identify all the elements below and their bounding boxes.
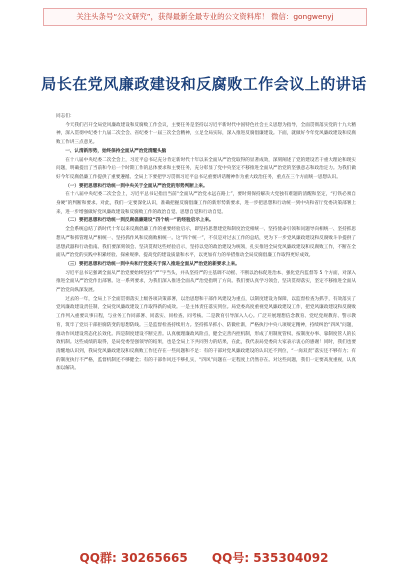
promo-banner: 关注头条号“公文研究”，获得最新全最专业的公文资料库！ 微信：gongwenyj: [43, 8, 367, 26]
footer-contacts: [0, 549, 408, 566]
paragraph: 习近平总书记强调全面从严治党要始终坚持“严”字当头，并从坚持严的主基调不动摇、不断以治标促进治本、强化党内监督等 5 个方面，对深入推进全面从严治党作出部署。这一系列要求，为我们深入推进全面从严治党指明了方向。我们要认真学习领会，坚决贯彻落实，坚定不移推进全面从严治党向纵深发展。: [56, 270, 357, 294]
page-title: 局长在党风廉政建设和反腐败工作会议上的讲话: [41, 75, 367, 93]
subsection-heading: （一）要把思想和行动统一到中央关于全面从严治党的形势判断上来。: [65, 183, 208, 189]
paragraph: 全会系统总结了新时代十年以来反腐倡廉工作的重要经验启示，即坚持思想建党和制度治党相统一、坚持使命引领和问题导向相统一、坚持抓思想从严和抓管理从严相统一、坚持抓作风和反腐败相统一。这“四个统一”，不仅是对过去工作的总结，更为下一步党风廉政建设和反腐败斗争提供了思想武器和行动指南。我们要深刻领会、坚决贯彻这些经验启示，坚持以党的政治建设为统领，扎实推进全局党风廉政建设和反腐败工作，不断在全面从严治党的实践中积累经验、探索规律、提高党的建设质量和水平，以更加有力的举措推动全局反腐倡廉工作取得更好成效。: [56, 227, 356, 259]
greeting: 同志们：: [56, 114, 75, 119]
subsection-heading: （二）要把思想和行动统一到反腐倡廉建设“四个统一”的经验启示上来。: [65, 218, 214, 224]
document-body: [56, 113, 356, 374]
qq-group-label: QQ群: 30265665: [79, 551, 188, 565]
subsection-heading: （三）要把思想和行动统一到中央和厅党委关于深入推进全面从严治党的新要求上来。: [65, 261, 240, 267]
qq-number-label: QQ号: 535304092: [211, 551, 329, 565]
paragraph: 过去的一年，全局上下全面贯彻落实上级各项决策部署，以治思想和干部作风建设为重点，以制度建设为保障，以监督检查为抓手，有效落实了党风廉政建设责任制，全局党风廉政建设工作取得新的成效。一是主体责任落实到位。局党委高度重视党风廉政建设工作，把党风廉政建设和反腐败工作列入重要议事日程，与业务工作同部署、同落实、同检查、同考核。二是教育引导深入人心。广泛开展理想信念教育、党纪党规教育、警示教育，筑牢了党员干部拒腐防变的思想防线。三是监督检查持续用力。坚持抓早抓小、防微杜渐，严格执行中央八项规定精神，持续纠治“四风”问题，推动作风建设常态化长效化。四是制度建设不断完善。认真梳理廉政风险点，健全完善内控机制，形成了用制度管权、按制度办事、靠制度管人的长效机制。这些成绩的取得，是局党委坚强领导的结果，也是全局上下共同努力的结果，在此，我代表局党委向大家表示衷心的感谢！同时，我们也要清醒地认识到，我局党风廉政建设和反腐败工作还存在一些问题和不足：有的干部对党风廉政建设的认识还不到位，“一岗双责”落实还不够有力；有的制度执行不严格，监督机制还不够健全；有的干部作风还不够扎实，“四风”问题在一定程度上仍然存在。对这些问题，我们一定要高度重视，认真加以解决。: [56, 296, 356, 372]
paragraph: 在十八届中央纪委二次全会上，习近平总书记充分肯定新时代十年以来全面从严治党取得的显著成效，深刻阐述了党的建设若干重大理论和现实问题，明确提出了当前和今后一个时期工作的总体要求和主要任务，充分彰显了党中央坚定不移推进全面从严治党的坚强意志和政治定力。为我们做好今年反腐倡廉工作提供了重要遵循。全局上下要把学习贯彻习近平总书记重要讲话精神作为重大政治任务，重点在三个方面统一思想认识。: [56, 157, 356, 180]
section-heading: 一、认清新形势，始终保持全面从严治党清醒头脑: [65, 148, 167, 154]
paragraph: 今天我们召开全局党风廉政建设和反腐败工作会议，主要任务是坚持以习近平新时代中国特色社会主义思想为指导，全面贯彻落实党的十九大精神，深入贯彻中纪委十九届二次全会、省纪委十一届三次全会精神，立足全局实际，深入推进反腐倡廉建设。下面，就做好今年党风廉政建设和反腐败工作讲三点意见。: [56, 122, 356, 146]
paragraph: 在十八届中央纪委二次全会上，习近平总书记指出当前“全面从严治党永远在路上”，要时刻保持解决大党独有难题的清醒和坚定，“打铁必须自身硬”的判断和要求。对此，我们一定要深化认识，准确把握反腐倡廉工作的新形势新要求，进一步把思想和行动统一到中央和省厅党委决策部署上来，进一步增强做好党风廉政建设和反腐败工作的政治自觉、思想自觉和行动自觉。: [56, 192, 356, 215]
